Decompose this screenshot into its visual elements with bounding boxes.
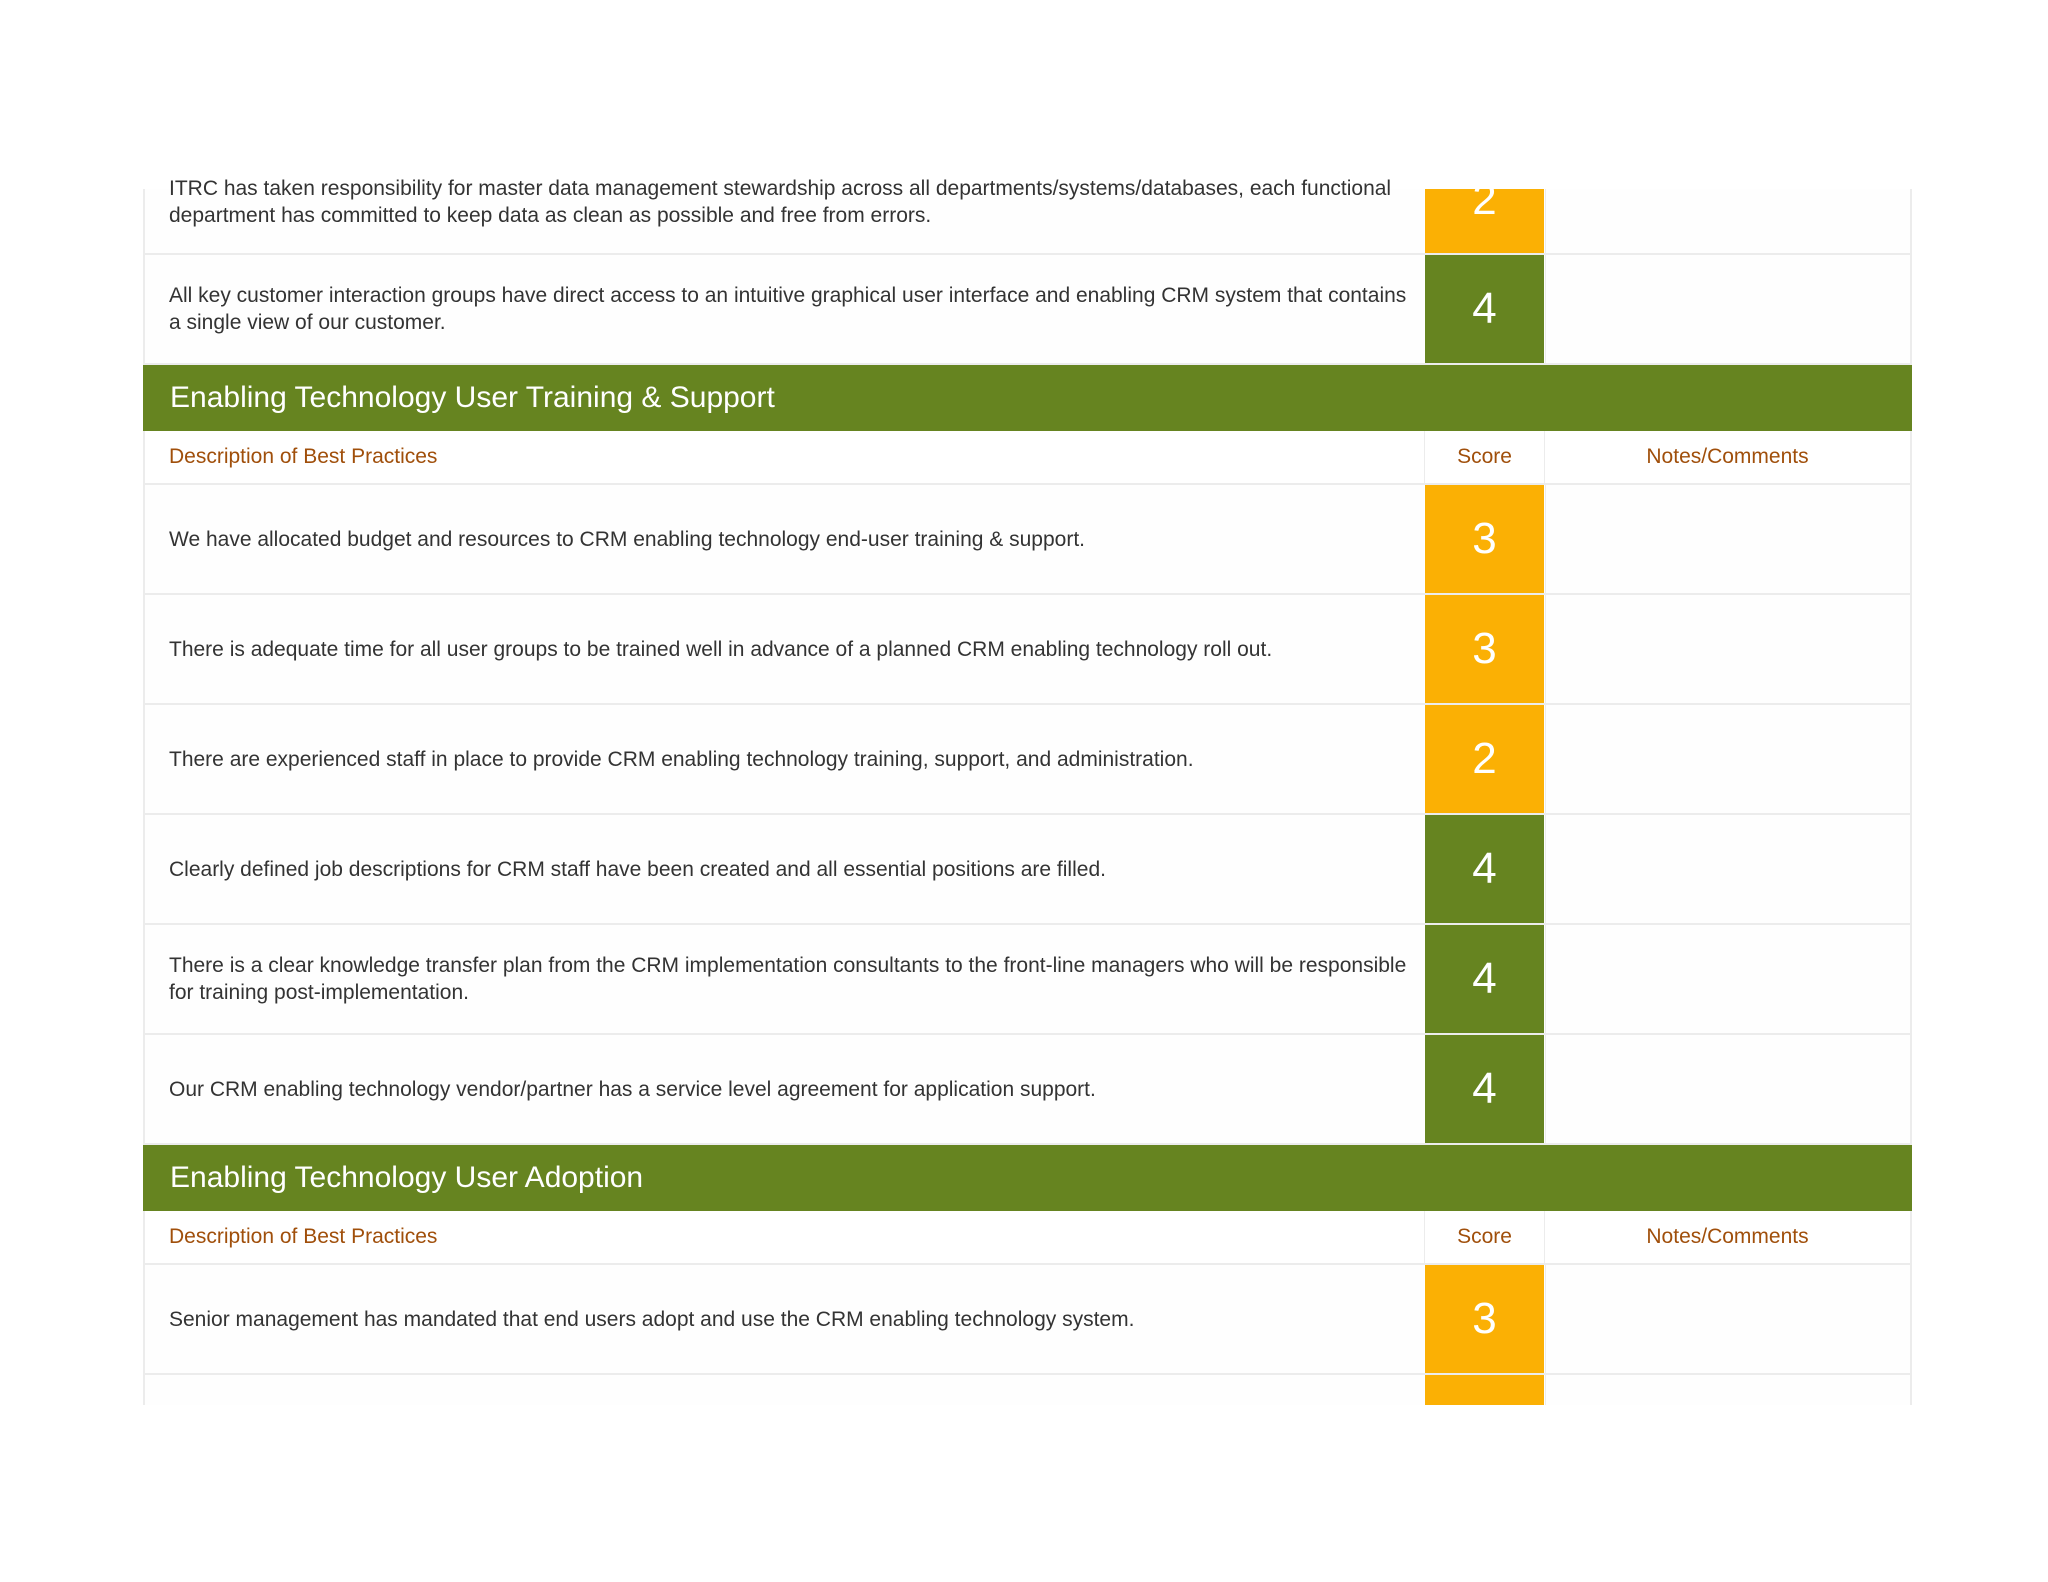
score-header: Score — [1424, 431, 1545, 483]
practice-description: Senior management has mandated that end users adopt and use the CRM enabling technology system. — [143, 1265, 1424, 1373]
assessment-sheet — [143, 175, 1912, 1396]
practice-description: Clearly defined job descriptions for CRM staff have been created and all essential positions are filled. — [143, 815, 1424, 923]
column-headers — [143, 1211, 1912, 1265]
notes-cell[interactable] — [1545, 925, 1912, 1033]
table-row — [143, 485, 1912, 595]
section-title: Enabling Technology User Adoption — [143, 1145, 1912, 1211]
table-row — [143, 595, 1912, 705]
notes-cell[interactable] — [1545, 1035, 1912, 1143]
score-cell — [1424, 1375, 1545, 1405]
practice-description: There is a clear knowledge transfer plan from the CRM implementation consultants to the front-line managers who will be responsible for training post-implementation. — [143, 925, 1424, 1033]
notes-cell[interactable] — [1545, 815, 1912, 923]
practice-description: There are experienced staff in place to provide CRM enabling technology training, support, and administration. — [143, 705, 1424, 813]
practice-description: All key customer interaction groups have direct access to an intuitive graphical user interface and enabling CRM system that contains a single view of our customer. — [143, 255, 1424, 363]
notes-header: Notes/Comments — [1545, 431, 1912, 483]
table-row — [143, 255, 1912, 365]
notes-cell[interactable] — [1545, 595, 1912, 703]
score-cell: 4 — [1424, 815, 1545, 923]
score-cell: 2 — [1424, 189, 1545, 253]
score-cell: 2 — [1424, 705, 1545, 813]
notes-cell[interactable] — [1545, 1265, 1912, 1373]
table-row — [143, 815, 1912, 925]
table-row — [143, 1265, 1912, 1375]
notes-cell[interactable] — [1545, 255, 1912, 363]
score-cell: 3 — [1424, 485, 1545, 593]
practice-description: We have allocated budget and resources to CRM enabling technology end-user training & support. — [143, 485, 1424, 593]
notes-cell[interactable] — [1545, 705, 1912, 813]
score-cell: 4 — [1424, 255, 1545, 363]
score-cell: 3 — [1424, 595, 1545, 703]
table-row — [143, 1035, 1912, 1145]
section-title: Enabling Technology User Training & Support — [143, 365, 1912, 431]
score-cell: 4 — [1424, 925, 1545, 1033]
score-header: Score — [1424, 1211, 1545, 1263]
practice-description: ITRC has taken responsibility for master data management stewardship across all departments/systems/databases, each functional department has committed to keep data as clean as possible and free from errors. — [143, 189, 1424, 253]
table-row — [143, 925, 1912, 1035]
description-header: Description of Best Practices — [143, 431, 1424, 483]
column-headers — [143, 431, 1912, 485]
table-row — [143, 705, 1912, 815]
notes-cell[interactable] — [1545, 189, 1912, 253]
table-row — [143, 1375, 1912, 1405]
practice-description: Our CRM enabling technology vendor/partner has a service level agreement for application support. — [143, 1035, 1424, 1143]
practice-description: There is adequate time for all user groups to be trained well in advance of a planned CRM enabling technology roll out. — [143, 595, 1424, 703]
notes-header: Notes/Comments — [1545, 1211, 1912, 1263]
table-row — [143, 175, 1912, 255]
description-header: Description of Best Practices — [143, 1211, 1424, 1263]
notes-cell[interactable] — [1545, 1375, 1912, 1405]
score-cell: 4 — [1424, 1035, 1545, 1143]
notes-cell[interactable] — [1545, 485, 1912, 593]
practice-description — [143, 1375, 1424, 1405]
score-cell: 3 — [1424, 1265, 1545, 1373]
